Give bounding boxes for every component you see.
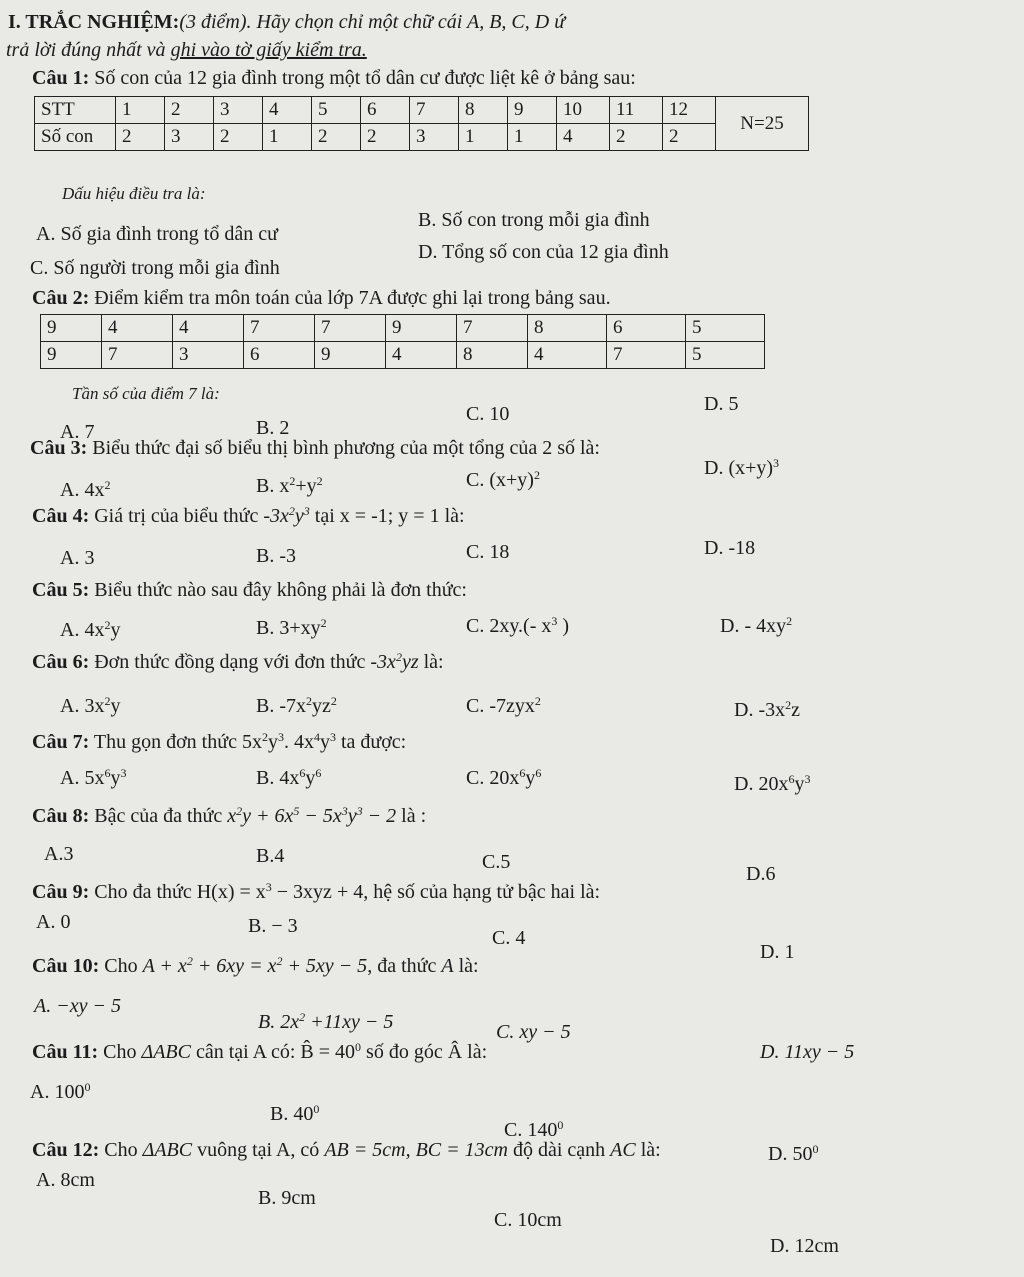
- q5-c-text: C. 2xy.(- x: [466, 615, 552, 637]
- q8-p1: x: [227, 805, 237, 827]
- q1-cell: 2: [312, 124, 361, 151]
- q7-e8: 3: [329, 730, 336, 744]
- q1-cell: 6: [361, 97, 410, 124]
- q1-option-b: B. Số con trong mỗi gia đình: [418, 209, 650, 231]
- section-title-bold: I. TRẮC NGHIỆM:: [8, 11, 180, 33]
- q2-option-b: B. 2: [256, 417, 290, 439]
- q2-prompt: Tần số của điểm 7 là:: [72, 384, 220, 403]
- q11-c-text: C. 140: [504, 1119, 558, 1141]
- q11-option-b: [270, 1102, 319, 1126]
- q1-cell: 10: [557, 97, 610, 124]
- q3-text: Biểu thức đại số biểu thị bình phương của một tổng của 2 số là:: [87, 437, 600, 459]
- q11-d-exp: 0: [812, 1142, 819, 1156]
- q7-d-text: D. 20x: [734, 773, 789, 795]
- q2-cell: 4: [528, 342, 607, 369]
- q8-p6: 3: [341, 804, 348, 818]
- q2-table-row-2: [41, 342, 765, 369]
- q6-text-a: Đơn thức đồng dạng với đơn thức: [89, 651, 371, 673]
- q7-stem: [32, 730, 406, 754]
- q1-cell: 2: [214, 124, 263, 151]
- q1-table-row-stt: [35, 97, 809, 124]
- q3-b-exp2: 2: [316, 474, 323, 488]
- q7-option-b: [256, 766, 321, 790]
- q1-text: Số con của 12 gia đình trong một tổ dân cư được liệt kê ở bảng sau:: [89, 67, 636, 89]
- q7-e2: 2: [261, 730, 268, 744]
- q10-e4: 2: [276, 954, 283, 968]
- q6-b-exp1: 2: [306, 694, 312, 708]
- q1-prompt: Dấu hiệu điều tra là:: [62, 184, 206, 203]
- q3-option-d: [704, 456, 779, 480]
- q3-option-a: [60, 478, 110, 502]
- q4-expr-pre: -3x: [263, 505, 289, 527]
- q8-p5: − 5x: [299, 805, 342, 827]
- q5-label: Câu 5:: [32, 579, 90, 601]
- q10-e2: 2: [186, 954, 193, 968]
- q8-p7: y: [347, 805, 357, 827]
- q7-d-s2: 3: [804, 772, 811, 786]
- q3-b-mid: +y: [295, 475, 317, 497]
- q11-a-text: A. 100: [30, 1081, 85, 1103]
- q2-table-row-1: [41, 315, 765, 342]
- q10-label: Câu 10:: [32, 955, 100, 977]
- q7-b-mid: y: [305, 767, 316, 789]
- q3-stem: [30, 436, 600, 460]
- q9-label: Câu 9:: [32, 881, 90, 903]
- q6-option-a: [60, 694, 120, 718]
- q2-label: Câu 2:: [32, 287, 90, 309]
- q8-option-b: B.4: [256, 845, 285, 867]
- q1-option-d: D. Tổng số con của 12 gia đình: [418, 241, 669, 263]
- q3-b-text: B. x: [256, 475, 290, 497]
- q8-option-a: A.3: [44, 843, 74, 865]
- q11-text-c: số đo góc: [361, 1041, 448, 1063]
- q9-option-b: B. − 3: [248, 915, 298, 937]
- q6-text-b: là:: [418, 651, 444, 673]
- q1-label: Câu 1:: [32, 67, 90, 89]
- q7-option-d: [734, 772, 810, 796]
- q7-e1: 5x: [241, 731, 262, 753]
- q6-expr-exp: 2: [395, 650, 402, 664]
- q12-text-d: là:: [635, 1139, 661, 1161]
- q2-cell: 9: [386, 315, 457, 342]
- q1-table: [34, 96, 809, 151]
- q4-option-d: D. -18: [704, 537, 756, 559]
- q11-text-d: là:: [462, 1041, 488, 1063]
- q6-d-exp: 2: [785, 698, 792, 712]
- q1-cell: 3: [165, 124, 214, 151]
- q2-cell: 4: [386, 342, 457, 369]
- q10-text-a: Cho: [99, 955, 143, 977]
- q4-label: Câu 4:: [32, 505, 90, 527]
- q4-expr: [263, 505, 309, 527]
- q8-text-b: là :: [396, 805, 427, 827]
- q1-stem: [32, 66, 636, 90]
- q7-d-mid: y: [794, 773, 805, 795]
- q10-b-post: +11xy − 5: [305, 1011, 394, 1033]
- q7-c-mid: y: [525, 767, 536, 789]
- q1-cell: 7: [410, 97, 459, 124]
- q5-option-a: [60, 618, 120, 642]
- q2-cell: 9: [41, 315, 102, 342]
- q12-expr: AB = 5cm, BC = 13cm: [324, 1139, 508, 1161]
- q11-text-a: Cho: [98, 1041, 142, 1063]
- q1-cell: 11: [610, 97, 663, 124]
- q8-poly: [227, 805, 396, 827]
- q1-cell: 12: [663, 97, 716, 124]
- q1-cell: Số con: [35, 124, 116, 151]
- q5-b-text: B. 3+xy: [256, 617, 321, 639]
- q5-d-exp: 2: [786, 614, 793, 628]
- q3-c-exp: 2: [533, 468, 540, 482]
- q1-n-total: N=25: [716, 97, 809, 151]
- q5-c-exp: 3: [551, 614, 558, 628]
- q2-stem: [32, 286, 611, 310]
- q5-a-exp: 2: [104, 618, 111, 632]
- q9-option-d: D. 1: [760, 941, 795, 963]
- q4-option-c: C. 18: [466, 541, 510, 563]
- q9-option-a: A. 0: [36, 911, 71, 933]
- q7-d-s1: 6: [788, 772, 795, 786]
- q10-e1: A + x: [142, 955, 187, 977]
- q11-label: Câu 11:: [32, 1041, 99, 1063]
- q3-option-b: [256, 474, 323, 498]
- q10-expr: [143, 955, 368, 977]
- q7-b-s1: 6: [299, 766, 306, 780]
- q10-b-text: B. 2x: [258, 1011, 300, 1033]
- q10-option-b: [258, 1010, 393, 1034]
- q3-b-exp1: 2: [289, 474, 296, 488]
- q6-option-c: [466, 694, 541, 718]
- q4-expr-exp1: 2: [288, 504, 295, 518]
- q12-option-c: C. 10cm: [494, 1209, 562, 1231]
- q4-option-b: B. -3: [256, 545, 296, 567]
- q1-option-a: A. Số gia đình trong tổ dân cư: [36, 223, 278, 245]
- q2-cell: 5: [686, 342, 765, 369]
- q1-option-c: C. Số người trong mỗi gia đình: [30, 257, 280, 279]
- q11-stem: [32, 1040, 487, 1064]
- q2-cell: 7: [457, 315, 528, 342]
- q10-stem: [32, 954, 479, 978]
- q10-e3: + 6xy = x: [192, 955, 277, 977]
- q7-b-s2: 6: [315, 766, 322, 780]
- q5-a-post: y: [110, 619, 121, 641]
- q7-option-a: [60, 766, 126, 790]
- q1-cell: 2: [663, 124, 716, 151]
- q9-text-a: Cho đa thức: [89, 881, 197, 903]
- q9-h3: − 3xyz + 4: [271, 881, 364, 903]
- q2-cell: 8: [528, 315, 607, 342]
- q10-text-c: là:: [453, 955, 479, 977]
- q3-d-text: D. (x+y): [704, 457, 774, 479]
- q11-angle-deg: 0: [355, 1040, 362, 1054]
- q11-angle: B̂ = 40: [300, 1041, 356, 1063]
- q3-label: Câu 3:: [30, 437, 88, 459]
- q10-var: A: [441, 955, 454, 977]
- q7-b-text: B. 4x: [256, 767, 300, 789]
- q7-c-s2: 6: [535, 766, 542, 780]
- q11-a-exp: 0: [84, 1080, 91, 1094]
- q7-text-b: ta được:: [335, 731, 407, 753]
- q7-option-c: [466, 766, 541, 790]
- q2-cell: 5: [686, 315, 765, 342]
- q6-d-post: z: [791, 699, 800, 721]
- q6-c-exp: 2: [534, 694, 541, 708]
- q11-option-a: [30, 1080, 90, 1104]
- q8-p8: 3: [356, 804, 363, 818]
- q12-text-b: vuông tại A, có: [192, 1139, 325, 1161]
- q7-a-s1: 6: [104, 766, 111, 780]
- q12-stem: [32, 1138, 661, 1162]
- q6-b-exp2: 2: [330, 694, 337, 708]
- q2-cell: 7: [607, 342, 686, 369]
- q1-cell: 2: [116, 124, 165, 151]
- q8-text-a: Bậc của đa thức: [89, 805, 228, 827]
- q1-cell: 2: [361, 124, 410, 151]
- q12-side: AC: [610, 1139, 636, 1161]
- q2-text: Điểm kiểm tra môn toán của lớp 7A được ghi lại trong bảng sau.: [89, 287, 611, 309]
- q6-a-text: A. 3x: [60, 695, 105, 717]
- q5-text: Biểu thức nào sau đây không phải là đơn thức:: [89, 579, 467, 601]
- q7-a-s2: 3: [120, 766, 127, 780]
- q11-angle-a: Â: [447, 1041, 463, 1063]
- q7-text-a: Thu gọn đơn thức: [89, 731, 242, 753]
- q11-triangle: ΔABC: [141, 1041, 191, 1063]
- q8-stem: [32, 804, 426, 828]
- q10-b-exp: 2: [299, 1010, 306, 1024]
- q4-expr-exp2: 3: [303, 504, 310, 518]
- q3-c-text: C. (x+y): [466, 469, 534, 491]
- q6-option-b: [256, 694, 337, 718]
- section-instruction: [6, 38, 367, 62]
- q3-d-exp: 3: [773, 456, 780, 470]
- q1-cell: 4: [557, 124, 610, 151]
- section-title: [8, 10, 565, 34]
- q9-option-c: C. 4: [492, 927, 526, 949]
- q5-stem: [32, 578, 467, 602]
- q12-option-a: A. 8cm: [36, 1169, 95, 1191]
- q11-b-text: B. 40: [270, 1103, 314, 1125]
- q9-stem: [32, 880, 600, 904]
- q1-cell: STT: [35, 97, 116, 124]
- q1-cell: 3: [214, 97, 263, 124]
- q8-p9: − 2: [362, 805, 397, 827]
- q10-option-d: D. 11xy − 5: [760, 1041, 855, 1063]
- q10-text-b: , đa thức: [367, 955, 442, 977]
- q9-text-b: , hệ số của hạng tử bậc hai là:: [363, 881, 601, 903]
- q1-cell: 5: [312, 97, 361, 124]
- q4-text-a: Giá trị của biểu thức: [89, 505, 264, 527]
- q1-cell: 9: [508, 97, 557, 124]
- q6-b-mid: yz: [312, 695, 331, 717]
- q7-e4: 3: [277, 730, 284, 744]
- q8-option-c: C.5: [482, 851, 511, 873]
- q6-a-exp: 2: [104, 694, 111, 708]
- q8-p3: y + 6x: [242, 805, 294, 827]
- q2-cell: 7: [315, 315, 386, 342]
- q2-option-a: A. 7: [60, 421, 95, 443]
- q2-cell: 6: [244, 342, 315, 369]
- q2-cell: 9: [315, 342, 386, 369]
- q7-expr: [242, 731, 336, 753]
- q5-c-post: ): [557, 615, 570, 637]
- q1-cell: 1: [116, 97, 165, 124]
- q12-text-a: Cho: [99, 1139, 143, 1161]
- q2-option-c: C. 10: [466, 403, 510, 425]
- q5-option-c: [466, 614, 569, 638]
- q7-label: Câu 7:: [32, 731, 90, 753]
- q2-cell: 7: [244, 315, 315, 342]
- q6-b-text: B. -7x: [256, 695, 306, 717]
- q2-table: [40, 314, 765, 369]
- q6-option-d: [734, 698, 800, 722]
- q5-d-text: D. - 4xy: [720, 615, 787, 637]
- q5-option-d: [720, 614, 792, 638]
- q7-e3: y: [267, 731, 278, 753]
- q2-cell: 9: [41, 342, 102, 369]
- q6-stem: [32, 650, 444, 674]
- q3-a-text: A. 4x: [60, 479, 105, 501]
- section-title-rest: (3 điểm). Hãy chọn chỉ một chữ cái A, B, C, D ứ: [179, 11, 566, 33]
- q1-cell: 2: [610, 124, 663, 151]
- q12-text-c: độ dài cạnh: [507, 1139, 611, 1161]
- q1-cell: 1: [263, 124, 312, 151]
- q6-d-text: D. -3x: [734, 699, 786, 721]
- q12-triangle: ΔABC: [142, 1139, 193, 1161]
- q3-option-c: [466, 468, 540, 492]
- q1-cell: 1: [459, 124, 508, 151]
- q1-table-row-socon: [35, 124, 809, 151]
- q12-label: Câu 12:: [32, 1139, 100, 1161]
- q10-e5: + 5xy − 5: [282, 955, 368, 977]
- q2-cell: 3: [173, 342, 244, 369]
- q4-stem: [32, 504, 465, 528]
- q10-option-a: A. −xy − 5: [34, 995, 121, 1017]
- q7-e7: y: [319, 731, 330, 753]
- q8-label: Câu 8:: [32, 805, 90, 827]
- q7-c-s1: 6: [519, 766, 526, 780]
- q1-cell: 8: [459, 97, 508, 124]
- q1-cell: 4: [263, 97, 312, 124]
- q8-option-d: D.6: [746, 863, 776, 885]
- q11-d-text: D. 50: [768, 1143, 813, 1165]
- q7-c-text: C. 20x: [466, 767, 520, 789]
- q11-c-exp: 0: [557, 1118, 564, 1132]
- q7-a-text: A. 5x: [60, 767, 105, 789]
- q10-option-c: C. xy − 5: [496, 1021, 571, 1043]
- q2-cell: 7: [102, 342, 173, 369]
- q11-option-d: [768, 1142, 818, 1166]
- q7-e6: 4: [313, 730, 320, 744]
- q4-option-a: A. 3: [60, 547, 95, 569]
- q7-e5: . 4x: [283, 731, 314, 753]
- q3-a-exp: 2: [104, 478, 111, 492]
- q2-option-d: D. 5: [704, 393, 739, 415]
- q12-option-b: B. 9cm: [258, 1187, 316, 1209]
- q11-text-b: cân tại A có:: [190, 1041, 301, 1063]
- q2-cell: 8: [457, 342, 528, 369]
- q6-label: Câu 6:: [32, 651, 90, 673]
- q4-text-b: tại x = -1; y = 1 là:: [309, 505, 465, 527]
- q5-option-b: [256, 616, 327, 640]
- q6-expr-pre: -3x: [370, 651, 396, 673]
- q4-expr-mid: y: [294, 505, 304, 527]
- q9-h1: H(x) = x: [196, 881, 266, 903]
- q6-expr-post: yz: [401, 651, 419, 673]
- q2-cell: 4: [102, 315, 173, 342]
- q5-a-text: A. 4x: [60, 619, 105, 641]
- q8-p4: 5: [293, 804, 300, 818]
- q1-cell: 2: [165, 97, 214, 124]
- q6-a-post: y: [110, 695, 121, 717]
- instruction-part-a: trả lời đúng nhất và: [6, 39, 171, 61]
- q12-option-d: D. 12cm: [770, 1235, 839, 1257]
- q2-cell: 4: [173, 315, 244, 342]
- q8-p2: 2: [236, 804, 243, 818]
- q1-cell: 1: [508, 124, 557, 151]
- q11-b-exp: 0: [313, 1102, 320, 1116]
- q5-b-exp: 2: [320, 616, 327, 630]
- q6-expr: [370, 651, 418, 673]
- q2-cell: 6: [607, 315, 686, 342]
- q9-h2: 3: [265, 880, 272, 894]
- q1-cell: 3: [410, 124, 459, 151]
- instruction-part-b: ghi vào tờ giấy kiểm tra.: [170, 39, 367, 61]
- q6-c-text: C. -7zyx: [466, 695, 535, 717]
- q7-a-mid: y: [110, 767, 121, 789]
